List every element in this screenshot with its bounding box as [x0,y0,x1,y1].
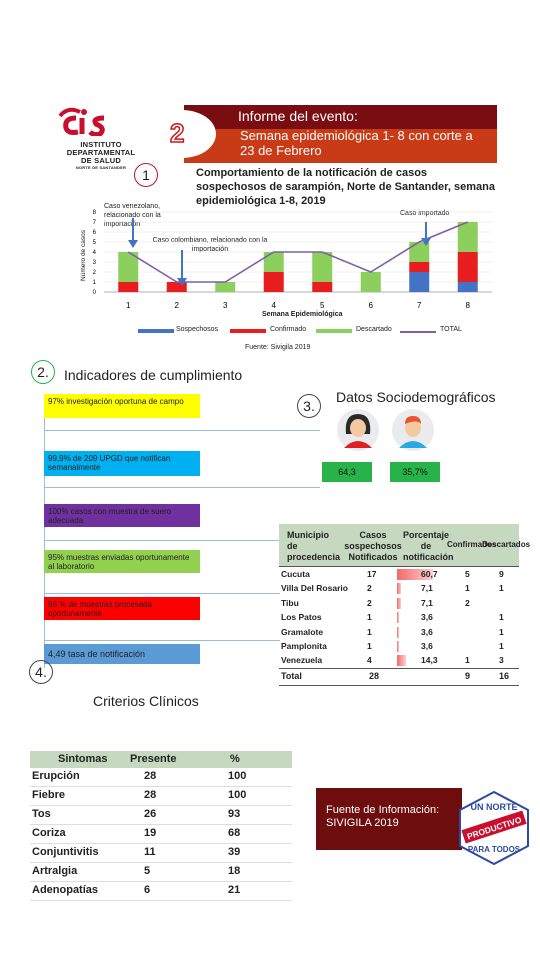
mun-pct-bar [397,655,406,666]
indicator-5: 96 % de muestras procesada oportunamente [44,597,200,620]
table-row [30,787,292,806]
chart-xlabel: Semana Epidemiológica [262,311,343,318]
clinical-title: Criterios Clínicos [93,693,199,709]
header-title: Informe del evento: [238,108,358,124]
table-row [30,768,292,787]
sym-header-2: % [230,753,240,765]
indicator-line-3 [44,540,280,541]
mun-pct-bar [397,641,399,652]
logo-line-3: DE SALUD [81,156,121,165]
arrow-venezolano-head [128,240,138,248]
epi-week-chart [70,204,500,340]
mun-discarded: 3 [499,655,504,666]
indicators-connector [44,406,45,668]
institution-logo [46,106,156,170]
bar-descartado-week-4 [264,252,284,272]
norte-productivo-badge-icon [456,790,532,866]
badge-mid: PRODUCTIVO [465,814,523,842]
indicator-3: 100% casos con muestra de suero adecuada [44,504,200,527]
symptom-present: 26 [144,808,157,820]
symptom-name: Adenopatías [32,884,99,896]
chart-ytick: 5 [92,240,96,246]
indicator-line-1 [44,430,320,431]
mun-cases: 1 [367,640,372,651]
chart-ytick: 1 [92,280,96,286]
chart-ytick: 0 [92,290,96,296]
symptom-percent: 39 [228,846,241,858]
bar-sospechosos-week-7 [409,272,429,292]
ids-logo-icon [46,106,156,136]
chart-xtick: 5 [320,301,325,310]
bar-descartado-week-6 [361,272,381,292]
chart-xtick: 4 [271,301,276,310]
female-avatar-icon [336,408,380,452]
table-row [279,596,519,610]
symptom-present: 28 [144,770,157,782]
chart-ylabel: Número de casos [79,230,87,281]
chart-source: Fuente: Sivigila 2019 [245,344,311,351]
symptom-percent: 18 [228,865,241,877]
symptom-present: 11 [144,846,156,858]
bar-descartado-week-3 [215,282,235,292]
mun-confirmed: 5 [465,569,470,579]
badge-bot: PARA TODOS [467,845,521,854]
chart-ytick: 2 [92,270,96,276]
mun-cases: 2 [367,583,372,594]
indicators-title: Indicadores de cumplimiento [64,367,243,383]
mun-discarded: 1 [499,583,504,594]
logo-line-4: NORTE DE SANTANDER [75,165,127,170]
mun-pct-bar [397,627,399,638]
logo-line-2: DEPARTAMENTAL [66,148,136,157]
mun-discarded: 1 [499,612,504,623]
indicator-6: 4,49 tasa de notificación [44,644,200,664]
mun-total-discarded: 16 [499,670,510,681]
mun-header-3: Confirmados [447,540,497,549]
mun-confirmed: 1 [465,655,470,666]
chart-ylabel-wrap [72,232,100,282]
chart-xtick: 1 [126,301,131,310]
table-row [30,844,292,863]
mun-pct-bar [397,583,401,594]
mun-discarded: 1 [499,640,504,651]
legend-descartado: Descartado [356,326,392,333]
symptoms-body [30,768,292,901]
chart-ytick: 7 [92,220,96,226]
table-row [279,610,519,624]
mun-cases: 2 [367,597,372,608]
mun-name: Gramalote [281,626,324,637]
mun-pct: 7,1 [421,597,433,608]
mun-discarded: 9 [499,569,504,579]
chart-xtick: 7 [417,301,422,310]
table-row [279,653,519,667]
section1-number: 1 [134,163,158,187]
mun-header-0: Municipio de procedencia [287,530,341,562]
indicator-line-5 [44,640,280,641]
header-number: 2 [170,118,185,148]
bar-descartado-week-5 [312,252,332,282]
male-avatar-icon [391,408,435,452]
symptom-name: Erupción [32,770,80,782]
bar-confirmado-week-8 [458,252,478,282]
mun-pct: 3,6 [421,626,433,637]
mun-header-1: Casos sospechosos Notificados [344,530,402,562]
symptom-name: Fiebre [32,789,66,801]
bar-confirmado-week-1 [118,282,138,292]
municipal-table-body [279,566,519,668]
symptom-percent: 68 [228,827,241,839]
chart-xtick: 8 [465,301,470,310]
header-subtitle: Semana epidemiológica 1- 8 con corte a 23 de Febrero [240,128,473,158]
mun-total-label: Total [281,670,302,681]
mun-confirmed: 2 [465,597,470,608]
annotation-venezolano: Caso venezolano, relacionado con la importación [104,203,161,228]
female-percent: 64,3 [322,462,372,482]
bar-confirmado-week-5 [312,282,332,292]
mun-name: Venezuela [281,655,323,666]
chart-ytick: 6 [92,230,96,236]
table-row [30,806,292,825]
footer-source-box [316,788,462,850]
mun-confirmed: 1 [465,583,470,594]
mun-header-2: Porcentaje de notificación [403,530,454,562]
mun-name: Los Patos [281,612,322,623]
symptom-name: Artralgia [32,865,78,877]
mun-cases: 1 [367,626,372,637]
chart-xtick: 6 [368,301,373,310]
indicator-line-4 [44,593,280,594]
legend-sospechosos: Sospechosos [176,326,219,333]
logo-line-1: INSTITUTO [80,140,122,149]
municipal-table [279,524,531,686]
chart-legend [138,326,478,338]
table-row [279,581,519,595]
section2-number: 2. [31,360,55,384]
municipal-total-row [279,668,519,686]
chart-title: Comportamiento de la notificación de casos sospechosos de sarampión, Norte de Santander, semana epidemiológica 1-8, 2019 [196,167,495,207]
table-row [30,825,292,844]
chart-ytick: 4 [92,250,96,256]
table-row [279,625,519,639]
socio-title: Datos Sociodemográficos [336,389,496,405]
legend-swatch-confirmado [230,329,266,333]
symptoms-header [30,751,292,768]
bar-confirmado-week-2 [167,282,187,292]
mun-total-confirmed: 9 [465,670,471,681]
mun-name: Villa Del Rosario [281,583,348,594]
symptom-present: 28 [144,789,157,801]
symptom-name: Conjuntivitis [32,846,99,858]
bar-descartado-week-8 [458,222,478,252]
legend-confirmado: Confirmado [270,326,307,333]
symptom-present: 5 [144,865,151,877]
bar-confirmado-week-7 [409,262,429,272]
legend-total: TOTAL [440,326,462,333]
section3-number: 3. [297,394,321,418]
symptom-name: Coriza [32,827,66,839]
mun-total-cases: 28 [369,670,380,681]
annotation-colombiano: Caso colombiano, relacionado con la importación [152,237,268,253]
bar-confirmado-week-4 [264,272,284,292]
symptoms-table [30,751,292,901]
mun-pct: 7,1 [421,583,433,594]
chart-ytick: 8 [92,210,96,216]
mun-cases: 17 [367,569,377,579]
mun-pct: 3,6 [421,612,433,623]
mun-pct-bar [397,612,399,623]
mun-pct: 3,6 [421,640,433,651]
symptom-present: 6 [144,884,151,896]
mun-header-4: Descartados [482,540,531,549]
mun-pct: 60,7 [421,569,438,579]
chart-xtick: 3 [223,301,228,310]
legend-swatch-total [400,331,436,333]
sym-header-0: Sintomas [58,753,108,765]
municipal-table-header [279,524,531,566]
symptom-percent: 21 [228,884,241,896]
mun-cases: 1 [367,612,372,623]
symptom-name: Tos [32,808,51,820]
badge-top: UN NORTE [470,802,518,812]
symptom-present: 19 [144,827,157,839]
mun-name: Tibu [281,597,299,608]
table-row [30,863,292,882]
indicator-2: 99,9% de 209 UPGD que notifican semanalmente [44,451,200,476]
section4-number: 4. [29,660,53,684]
mun-pct: 14,3 [421,655,438,666]
indicator-line-2 [44,487,320,488]
male-percent: 35,7% [390,462,440,482]
chart-ytick: 3 [92,260,96,266]
table-row [30,882,292,901]
symptom-percent: 93 [228,808,241,820]
bar-sospechosos-week-8 [458,282,478,292]
table-row [279,566,519,581]
symptom-percent: 100 [228,789,247,801]
mun-pct-bar [397,598,401,609]
mun-name: Pamplonita [281,640,327,651]
footer-source: Fuente de Información: SIVIGILA 2019 [326,804,440,829]
mun-cases: 4 [367,655,372,666]
legend-swatch-sospechosos [138,329,174,333]
indicator-1: 97% investigación oportuna de campo [44,394,200,418]
symptom-percent: 100 [228,770,247,782]
mun-name: Cucuta [281,569,310,579]
annotation-importado: Caso importado [400,210,450,217]
indicator-4: 95% muestras enviadas oportunamente al laboratorio [44,550,200,573]
sym-header-1: Presente [130,753,177,765]
chart-xtick: 2 [174,301,179,310]
mun-discarded: 1 [499,626,504,637]
legend-swatch-descartado [316,329,352,333]
table-row [279,639,519,653]
